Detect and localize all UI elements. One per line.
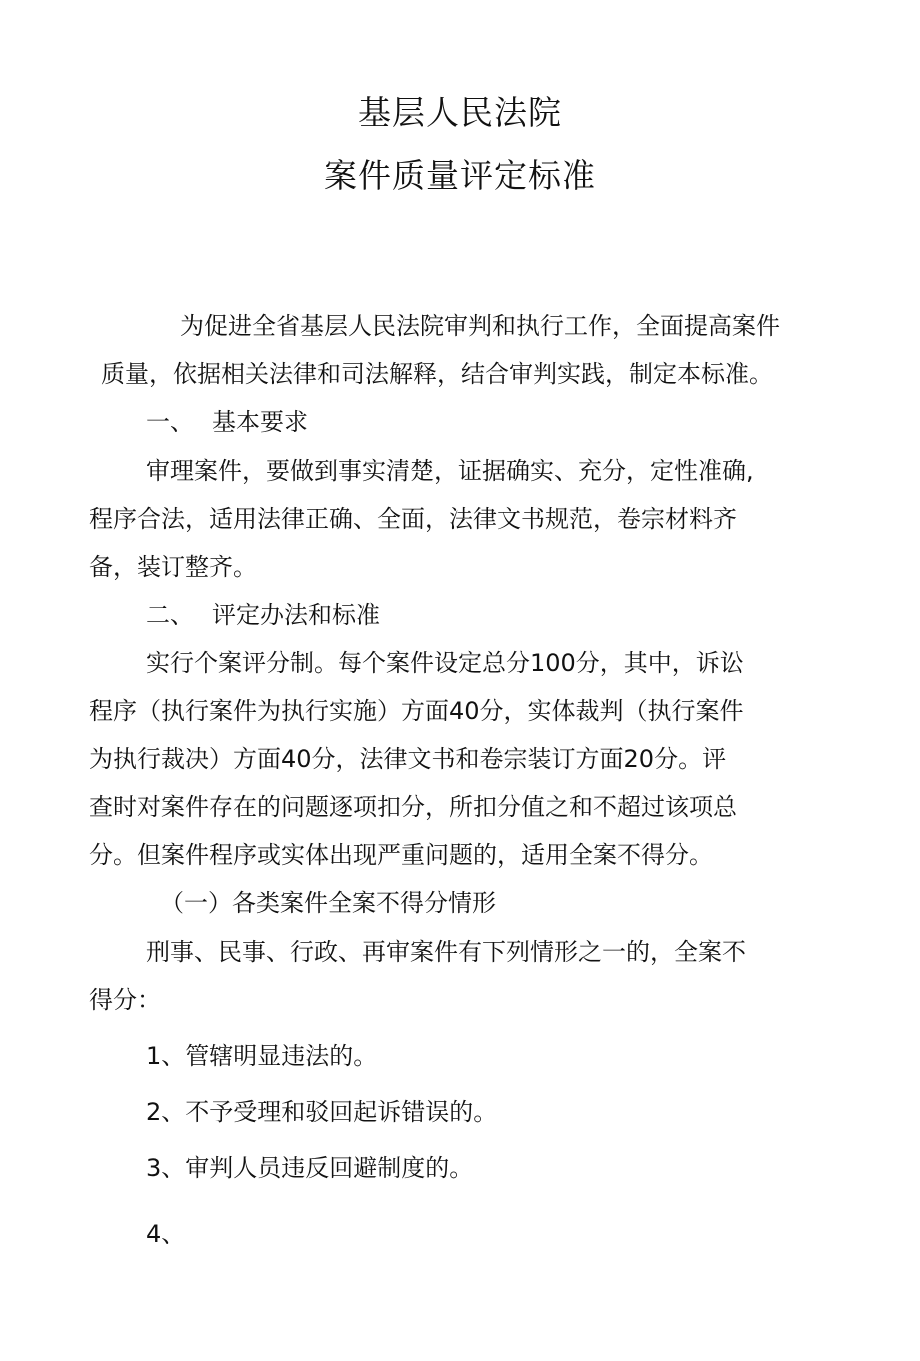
section2-para-line-3: 为执行裁决）方面40分，法律文书和卷宗装订方面20分。评 [89,745,727,773]
section2-para-line-2: 程序（执行案件为执行实施）方面40分，实体裁判（执行案件 [89,697,744,725]
section1-heading [146,406,308,438]
section2-number: 二、 [146,601,194,629]
subsection1-para-line-2: 得分： [89,986,161,1014]
section2-heading [146,599,380,631]
intro-line-2: 质量，依据相关法律和司法解释，结合审判实践，制定本标准。 [101,360,773,388]
section2-para-line-4: 查时对案件存在的问题逐项扣分，所扣分值之和不超过该项总 [89,793,737,821]
list-item: 3、审判人员违反回避制度的。 [146,1154,474,1182]
intro-line-1: 为促进全省基层人民法院审判和执行工作，全面提高案件 [180,312,780,340]
subsection1-heading: （一）各类案件全案不得分情形 [160,889,496,917]
section2-para-line-1: 实行个案评分制。每个案件设定总分100分，其中，诉讼 [146,649,744,677]
section1-para-line-3: 备，装订整齐。 [89,553,257,581]
list-item: 2、不予受理和驳回起诉错误的。 [146,1098,498,1126]
section1-para-line-1: 审理案件，要做到事实清楚，证据确实、充分，定性准确, [146,457,754,485]
section1-number: 一、 [146,408,194,436]
section1-title: 基本要求 [212,408,308,436]
list-item: 4、 [146,1220,186,1248]
section2-title: 评定办法和标准 [212,601,380,629]
list-item: 1、管辖明显违法的。 [146,1042,378,1070]
document-title-line1: 基层人民法院 [358,93,562,132]
section1-para-line-2: 程序合法，适用法律正确、全面，法律文书规范，卷宗材料齐 [89,505,737,533]
subsection1-para-line-1: 刑事、民事、行政、再审案件有下列情形之一的，全案不 [146,938,746,966]
document-title-line2: 案件质量评定标准 [324,156,596,195]
section2-para-line-5: 分。但案件程序或实体出现严重问题的，适用全案不得分。 [89,841,713,869]
